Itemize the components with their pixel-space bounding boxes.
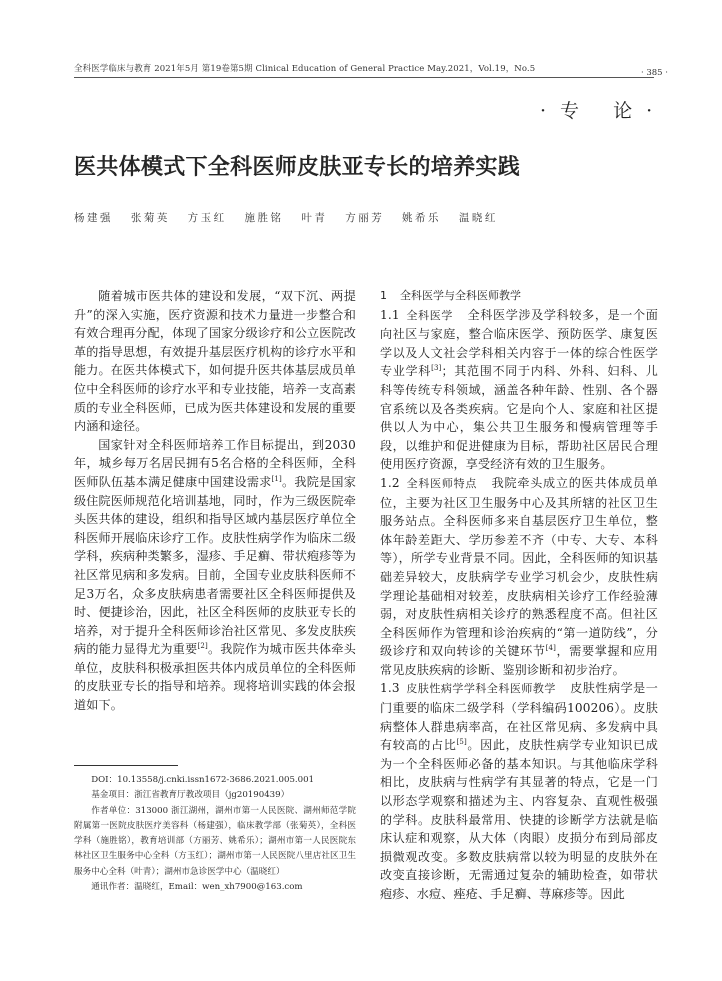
funding-note: 基金项目：浙江省教育厅教改项目（jg20190439） [91, 790, 290, 801]
footnotes [74, 773, 356, 895]
citation-marker[interactable]: [2] [197, 642, 208, 651]
affiliation-note: 作者单位：313000 浙江湖州，湖州市第一人民医院、湖州师范学院附属第一医院皮肤医疗美容科（杨建强），临床教学部（张菊英），全科医学科（施胜铭），教育培训部（方丽芳、姚希乐）；湖州市第一人民医院东林社区卫生服务中心全科（方玉红）；湖州市第一人民医院八里店社区卫生服务中心全科（叶青）；湖州市急诊医学中心（温晓红） [74, 805, 356, 877]
body-text: 全科医学涉及学科较多，是一个面向社区与家庭，整合临床医学、预防医学、康复医学以及人文社会学科相关内容于一体的综合性医学专业学科 [380, 307, 658, 379]
subsection-number: 1.1 [380, 307, 400, 322]
body-text: 。我院作为城市医共体牵头单位，皮肤科积极承担医共体内成员单位的全科医师的皮肤亚专长的指导和培养。现将培训实践的体会报道如下。 [74, 642, 356, 713]
subsection-title: 皮肤性病学学科全科医师教学 [406, 682, 556, 696]
body-paragraph: 随着城市医共体的建设和发展，“双下沉、两提升”的深入实施，医疗资源和技术力量进一步整合和有效合理再分配，体现了国家分级诊疗和公立医院改革的指导思想，有效提升基层医疗机构的诊疗水平和能力。在医共体模式下，如何提升医共体基层成员单位中全科医师的诊疗水平和专业技能，培养一支高素质的专业全科医师，已成为医共体建设和发展的重要内涵和途径。 [74, 289, 356, 434]
doi-note: DOI：10.13558/j.cnki.issn1672-3686.2021.005.001 [91, 775, 315, 785]
header-rule [74, 77, 654, 78]
subsection-1-2 [380, 474, 658, 680]
section-number: 1 [380, 289, 387, 302]
body-text: 我院牵头成立的医共体成员单位，主要为社区卫生服务中心及其所辖的社区卫生服务站点。全科医师多来自基层医疗卫生单位，整体年龄差距大、学历参差不齐（中专、大专、本科等），所学专业背景不同。因此，全科医师的知识基础差异较大，皮肤病学专业学习机会少，皮肤性病学理论基础相对较差，皮肤病相关诊疗工作经验薄弱，对皮肤性病相关诊疗的熟悉程度不高。但社区全科医师作为管理和诊治疾病的“第一道防线”，分级诊疗和双向转诊的关键环节 [380, 475, 658, 659]
correspondence-note: 通讯作者：温晓红，Email：wen_xh7900@163.com [91, 882, 303, 893]
author-list: 杨建强 张菊英 方玉红 施胜铭 叶青 方丽芳 姚希乐 温晓红 [74, 212, 498, 224]
citation-marker[interactable]: [5] [456, 738, 467, 747]
subsection-title: 全科医学 [406, 308, 454, 322]
running-header: 全科医学临床与教育 2021年5月 第19卷第5期 Clinical Education of General Practice May.2021，Vol.19，No.5 [74, 64, 536, 74]
body-text: 皮肤性病学是一门重要的临床二级学科（学科编码100206）。皮肤病整体人群患病率高，在社区常见病、多发病中具有较高的占比 [380, 681, 658, 753]
subsection-1-3 [380, 679, 658, 903]
article-title: 医共体模式下全科医师皮肤亚专长的培养实践 [74, 155, 521, 180]
body-text: ；其范围不同于内科、外科、妇科、儿科等传统专科领域，涵盖各种年龄、性别、各个器官系统以及各类疾病。它是向个人、家庭和社区提供以人为中心，集公共卫生服务和慢病管理等手段，以维护和促进健康为目标，帮助社区居民合理使用医疗资源，享受经济有效的卫生服务。 [380, 364, 658, 472]
body-text: 国家针对全科医师培养工作目标提出，到2030年，城乡每万名居民拥有5名合格的全科医师，全科医师队伍基本满足健康中国建设需求 [74, 437, 356, 489]
footnote-rule [74, 765, 178, 766]
citation-marker[interactable]: [4] [545, 644, 557, 653]
subsection-number: 1.2 [380, 475, 400, 490]
section-heading [380, 287, 658, 306]
body-text: ，需要掌握和应用常见皮肤疾病的诊断、鉴别诊断和初步治疗。 [380, 644, 658, 677]
subsection-number: 1.3 [380, 681, 400, 696]
body-text: 我院是国家级住院医师规范化培训基地，同时，作为三级医院牵头医共体的建设，组织和指导区域内基层医疗单位全科医师开展临床诊疗工作。皮肤性病学作为临床二级学科，疾病种类繁多，湿疹、手足癣、带状疱疹等为社区常见病和多发病。目前，全国专业皮肤科医师不足3万名，众多皮肤病患者需要社区全科医师提供及时、便捷诊治，因此，社区全科医师的皮肤亚专长的培养，对于提升全科医师诊治社区常见、多发皮肤疾病的能力显得尤为重要 [74, 474, 356, 657]
subsection-title: 全科医师特点 [406, 476, 478, 490]
page-number: · 385 · [640, 68, 668, 78]
citation-marker[interactable]: [1] [271, 474, 282, 483]
body-paragraph: 国家针对全科医师培养工作目标提出，到2030年，城乡每万名居民拥有5名合格的全科医师，全科医师队伍基本满足健康中国建设需求[1]。我院是国家级住院医师规范化培训基地，同时，作为三级医院牵头医共体的建设，组织和指导区域内基层医疗单位全科医师开展临床诊疗工作。皮肤性病学作为临床二级学科，疾病种类繁多，湿疹、手足癣、带状疱疹等为社区常见病和多发病。目前，全国专业皮肤科医师不足3万名，众多皮肤病患者需要社区全科医师提供及时、便捷诊治，因此，社区全科医师的皮肤亚专长的培养，对于提升全科医师诊治社区常见、多发皮肤疾病的能力显得尤为重要[2]。我院作为城市医共体牵头单位，皮肤科积极承担医共体内成员单位的全科医师的皮肤亚专长的指导和培养。现将培训实践的体会报道如下。 [74, 437, 356, 713]
left-column [74, 287, 356, 715]
section-heading-text: 全科医学与全科医师教学 [400, 289, 521, 302]
citation-marker[interactable]: [3] [431, 364, 442, 373]
body-text: 。因此，皮肤性病学专业知识已成为一个全科医师必备的基本知识。与其他临床学科相比，皮肤病与性病学有其显著的特点，它是一门以形态学观察和描述为主、内容复杂、直观性极强的学科。皮肤科最常用、快捷的诊断学方法就是临床认症和观察，从大体（肉眼）皮损分布到局部皮损微观改变。多数皮肤病常以较为明显的皮肤外在改变直接诊断，无需通过复杂的辅助检查，如带状疱疹、水痘、痤疮、手足癣、荨麻疹等。因此 [380, 738, 658, 901]
subsection-1-1 [380, 306, 658, 474]
right-column [380, 287, 658, 904]
section-label: ·专 论· [540, 100, 667, 122]
